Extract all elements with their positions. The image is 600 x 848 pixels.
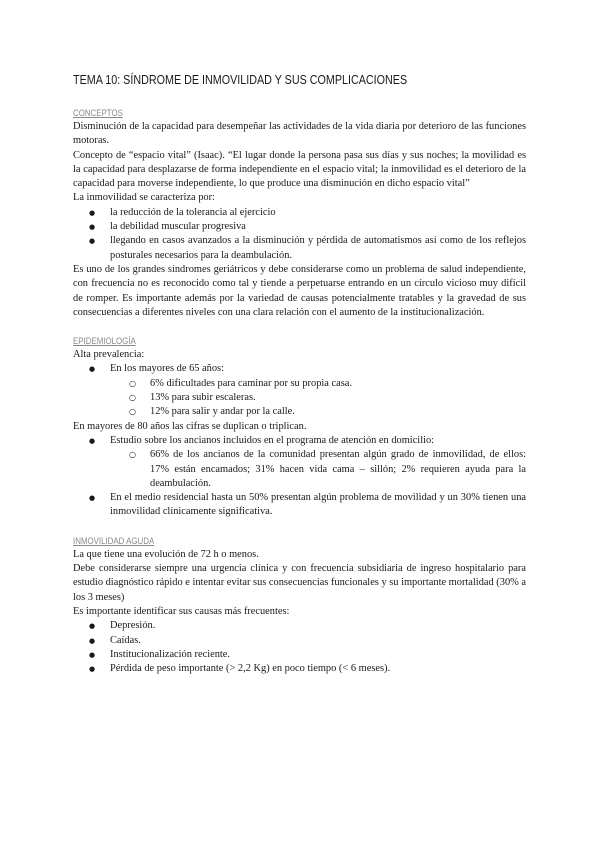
list-item: ● la reducción de la tolerancia al ejercicio	[73, 206, 526, 220]
sub-bullet-list	[73, 448, 526, 491]
document-body	[73, 106, 526, 676]
paragraph: La inmovilidad se caracteriza por:	[73, 192, 215, 204]
sub-list-item: ○ 12% para salir y andar por la calle.	[73, 405, 526, 419]
list-item: ● Institucionalización reciente.	[73, 648, 526, 662]
paragraph: Disminución de la capacidad para desempeñar las actividades de la vida diaria por deterioro de las funciones motoras.	[73, 121, 526, 147]
sub-list-item: ○ 6% dificultades para caminar por su propia casa.	[73, 377, 526, 391]
list-item: ● En los mayores de 65 años:	[73, 362, 526, 376]
bullet-list	[73, 491, 526, 520]
bullet-list	[73, 206, 526, 263]
section-heading-conceptos: CONCEPTOS	[73, 108, 123, 118]
sub-list-item: ○ 13% para subir escaleras.	[73, 391, 526, 405]
paragraph: Es uno de los grandes síndromes geriátricos y debe considerarse como un problema de salud independiente, con frecuencia no es reconocido como tal y tiende a perpetuarse entrando en un círculo vicioso muy difícil de romper. Es importante además por la variedad de causas potencialmente tratables y la gravedad de sus consecuencias a diferentes niveles con una clara relación con el aumento de la institucionalización.	[73, 263, 526, 318]
paragraph: Alta prevalencia:	[73, 349, 145, 361]
list-item: ● En el medio residencial hasta un 50% presentan algún problema de movilidad y un 30% tienen una inmovilidad clínicamente significativa.	[73, 491, 526, 520]
bullet-list	[73, 362, 526, 376]
section-heading-epidemiologia: EPIDEMIOLOGÍA	[73, 336, 136, 347]
list-item: ● Caídas.	[73, 634, 526, 648]
section-heading-inmovilidad-aguda: INMOVILIDAD AGUDA	[73, 535, 155, 546]
bullet-list	[73, 619, 526, 676]
list-item: ● Pérdida de peso importante (> 2,2 Kg) en poco tiempo (< 6 meses).	[73, 662, 526, 676]
list-item: ● llegando en casos avanzados a la disminución y pérdida de automatismos así como de los reflejos posturales necesarios para la deambulación.	[73, 234, 526, 263]
paragraph: Es importante identificar sus causas más frecuentes:	[73, 605, 290, 617]
sub-bullet-list	[73, 377, 526, 420]
paragraph: Debe considerarse siempre una urgencia clínica y con frecuencia subsidiaria de ingreso hospitalario para estudio diagnóstico rápido e intentar evitar sus consecuencias funcionales y su importante mortalidad (30% a los 3 meses)	[73, 563, 527, 603]
bullet-list	[73, 434, 526, 448]
page-title: TEMA 10: SÍNDROME DE INMOVILIDAD Y SUS COMPLICACIONES	[73, 73, 408, 87]
paragraph: La que tiene una evolución de 72 h o menos.	[73, 548, 259, 560]
paragraph: Concepto de “espacio vital” (Isaac). “El lugar donde la persona pasa sus días y sus noches; la movilidad es la capacidad para desplazarse de forma independiente en el espacio vital; la inmovilidad es el deterioro de la capacidad para moverse independiente, lo que produce una disminución en dicho espacio vital”	[73, 149, 526, 190]
list-item: ● Depresión.	[73, 619, 526, 633]
sub-list-item: ○ 66% de los ancianos de la comunidad presentan algún grado de inmovilidad, de ellos: 17% están encamados; 31% hacen vida cama – sillón; 2% requieren ayuda para la deambulación.	[73, 448, 526, 491]
list-item: ● la debilidad muscular progresiva	[73, 220, 526, 234]
paragraph: En mayores de 80 años las cifras se duplican o triplican.	[73, 420, 307, 432]
list-item: ● Estudio sobre los ancianos incluidos en el programa de atención en domicilio:	[73, 434, 526, 448]
